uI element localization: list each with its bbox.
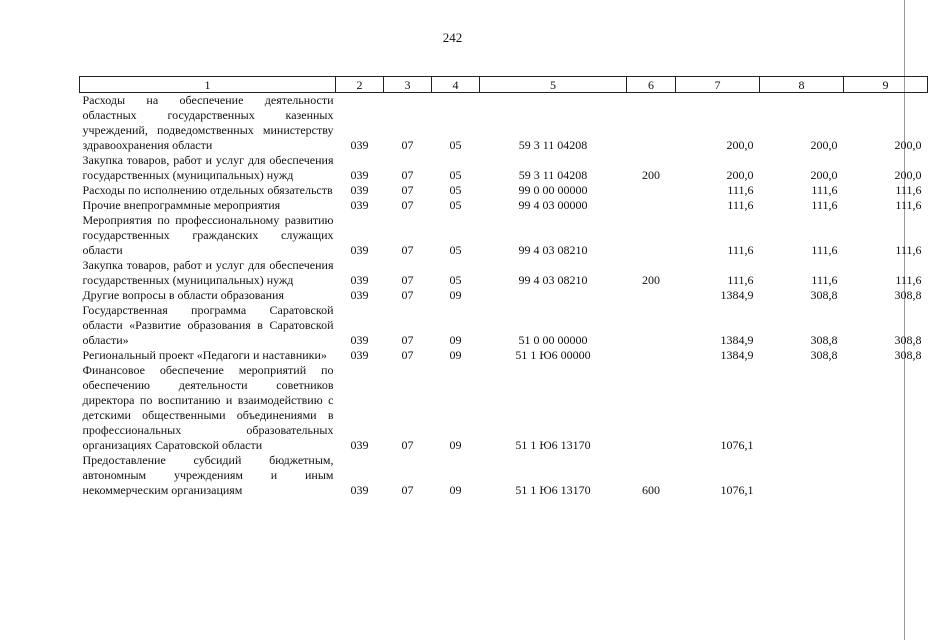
row-subsection-code: 09 — [449, 483, 462, 497]
row-ministry-code: 039 — [350, 243, 369, 257]
table-row — [80, 453, 928, 498]
table-row — [80, 213, 928, 258]
row-amount-col8: 200,0 — [810, 168, 838, 182]
row-ministry-code: 039 — [350, 483, 369, 497]
row-amount-col8: 111,6 — [811, 243, 838, 257]
row-section-code: 07 — [401, 243, 414, 257]
column-header: 3 — [384, 77, 432, 93]
column-header: 5 — [480, 77, 627, 93]
row-target-item: 99 4 03 00000 — [518, 198, 588, 212]
table-row — [80, 303, 928, 348]
row-ministry-code: 039 — [350, 348, 369, 362]
row-subsection-code: 05 — [449, 273, 462, 287]
row-ministry-code: 039 — [350, 273, 369, 287]
table-header — [80, 77, 928, 93]
row-subsection-code: 05 — [449, 198, 462, 212]
row-amount-col9: 200,0 — [894, 168, 922, 182]
row-ministry-code: 039 — [350, 183, 369, 197]
column-header: 1 — [80, 77, 336, 93]
row-amount-col8: 111,6 — [811, 273, 838, 287]
row-expense-type — [627, 303, 676, 348]
row-expense-type — [627, 93, 676, 154]
row-subsection-code: 05 — [449, 243, 462, 257]
row-section-code: 07 — [401, 438, 414, 452]
row-amount-col9: 111,6 — [895, 243, 922, 257]
row-section-code: 07 — [401, 333, 414, 347]
row-amount-col9: 308,8 — [894, 348, 922, 362]
row-amount-col7: 1076,1 — [720, 483, 754, 497]
row-expense-type — [627, 213, 676, 258]
row-amount-col9: 111,6 — [895, 183, 922, 197]
row-ministry-code: 039 — [350, 198, 369, 212]
row-amount-col7: 200,0 — [726, 168, 754, 182]
row-expense-type — [627, 183, 676, 198]
row-amount-col9: 308,8 — [894, 333, 922, 347]
row-amount-col7: 1384,9 — [720, 348, 754, 362]
row-ministry-code: 039 — [350, 288, 369, 302]
row-target-item: 99 0 00 00000 — [518, 183, 588, 197]
table-row — [80, 288, 928, 303]
row-target-item — [480, 288, 627, 303]
column-header: 6 — [627, 77, 676, 93]
row-amount-col7: 111,6 — [727, 183, 754, 197]
row-section-code: 07 — [401, 483, 414, 497]
row-target-item: 51 1 Ю6 13170 — [515, 483, 591, 497]
row-amount-col7: 1384,9 — [720, 333, 754, 347]
row-target-item: 59 3 11 04208 — [518, 168, 588, 182]
row-amount-col8: 111,6 — [811, 198, 838, 212]
row-target-item: 51 1 Ю6 13170 — [515, 438, 591, 452]
row-amount-col9 — [844, 453, 928, 498]
row-target-item: 51 1 Ю6 00000 — [515, 348, 591, 362]
table-row — [80, 93, 928, 154]
table-row — [80, 363, 928, 453]
row-subsection-code: 09 — [449, 288, 462, 302]
row-description: Прочие внепрограммные мероприятия — [82, 198, 281, 212]
row-amount-col9: 308,8 — [894, 288, 922, 302]
column-header: 7 — [676, 77, 760, 93]
row-amount-col8: 111,6 — [811, 183, 838, 197]
row-description: Государственная программа Саратовской области «Развитие образования в Саратовской области» — [82, 303, 334, 347]
row-target-item: 99 4 03 08210 — [518, 243, 588, 257]
row-section-code: 07 — [401, 198, 414, 212]
row-expense-type — [627, 348, 676, 363]
row-subsection-code: 09 — [449, 333, 462, 347]
row-section-code: 07 — [401, 273, 414, 287]
table-row — [80, 348, 928, 363]
row-target-item: 51 0 00 00000 — [518, 333, 588, 347]
row-amount-col8 — [760, 453, 844, 498]
row-amount-col9: 200,0 — [894, 138, 922, 152]
page-number: 242 — [442, 30, 463, 45]
row-expense-type — [627, 288, 676, 303]
row-amount-col8 — [760, 363, 844, 453]
row-amount-col7: 111,6 — [727, 198, 754, 212]
row-amount-col7: 1384,9 — [720, 288, 754, 302]
row-description: Предоставление субсидий бюджетным, автономным учреждениям и иным некоммерческим организациям — [82, 453, 334, 497]
row-section-code: 07 — [401, 348, 414, 362]
row-expense-type: 600 — [642, 483, 660, 497]
table-row — [80, 183, 928, 198]
budget-table — [79, 76, 928, 498]
row-amount-col9: 111,6 — [895, 273, 922, 287]
row-description: Расходы на обеспечение деятельности областных государственных казенных учреждений, подведомственных министерству здравоохранения области — [82, 93, 334, 152]
row-ministry-code: 039 — [350, 333, 369, 347]
row-amount-col7: 111,6 — [727, 273, 754, 287]
row-expense-type: 200 — [642, 273, 660, 287]
row-description: Другие вопросы в области образования — [82, 288, 284, 302]
row-subsection-code: 05 — [449, 138, 462, 152]
row-amount-col9: 111,6 — [895, 198, 922, 212]
row-description: Закупка товаров, работ и услуг для обеспечения государственных (муниципальных) нужд — [82, 258, 334, 287]
header-row — [80, 77, 928, 93]
row-amount-col9 — [844, 363, 928, 453]
table-row — [80, 258, 928, 288]
row-subsection-code: 09 — [449, 348, 462, 362]
row-ministry-code: 039 — [350, 438, 369, 452]
row-expense-type — [627, 198, 676, 213]
row-expense-type: 200 — [642, 168, 660, 182]
row-section-code: 07 — [401, 138, 414, 152]
row-section-code: 07 — [401, 288, 414, 302]
row-amount-col7: 1076,1 — [720, 438, 754, 452]
row-subsection-code: 05 — [449, 183, 462, 197]
row-amount-col8: 308,8 — [810, 348, 838, 362]
row-ministry-code: 039 — [350, 138, 369, 152]
row-section-code: 07 — [401, 168, 414, 182]
table-body — [80, 93, 928, 499]
row-ministry-code: 039 — [350, 168, 369, 182]
row-amount-col7: 200,0 — [726, 138, 754, 152]
row-description: Финансовое обеспечение мероприятий по обеспечению деятельности советников директора по воспитанию и взаимодействию с детскими общественными объединениями в профессиональных образовательных организациях Саратовской области — [82, 363, 334, 452]
row-subsection-code: 05 — [449, 168, 462, 182]
table-row — [80, 153, 928, 183]
column-header: 9 — [844, 77, 928, 93]
row-amount-col8: 308,8 — [810, 333, 838, 347]
column-header: 4 — [432, 77, 480, 93]
table-row — [80, 198, 928, 213]
row-description: Закупка товаров, работ и услуг для обеспечения государственных (муниципальных) нужд — [82, 153, 334, 182]
column-header: 2 — [336, 77, 384, 93]
row-amount-col8: 308,8 — [810, 288, 838, 302]
column-header: 8 — [760, 77, 844, 93]
row-description: Расходы по исполнению отдельных обязательств — [82, 183, 333, 197]
row-subsection-code: 09 — [449, 438, 462, 452]
row-target-item: 99 4 03 08210 — [518, 273, 588, 287]
row-section-code: 07 — [401, 183, 414, 197]
row-amount-col8: 200,0 — [810, 138, 838, 152]
row-description: Региональный проект «Педагоги и наставники» — [82, 348, 327, 362]
row-description: Мероприятия по профессиональному развитию государственных гражданских служащих области — [82, 213, 334, 257]
row-amount-col7: 111,6 — [727, 243, 754, 257]
row-expense-type — [627, 363, 676, 453]
row-target-item: 59 3 11 04208 — [518, 138, 588, 152]
